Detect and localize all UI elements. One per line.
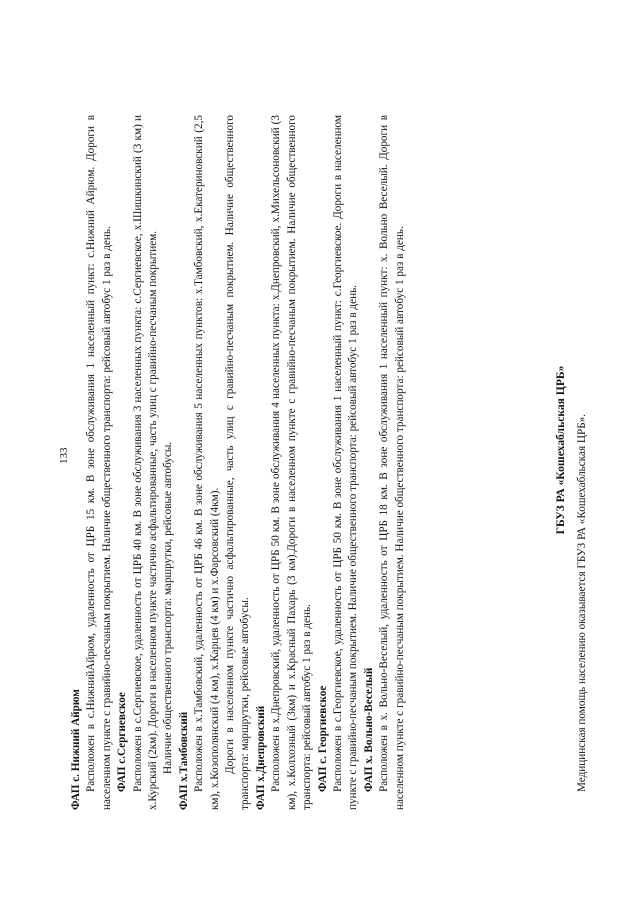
section-text: Медицинская помощь населению оказывается ГБУЗ РА «Кошехабльская ЦРБ».	[576, 413, 588, 792]
facility-heading: ФАП с. Георгиевское	[316, 685, 329, 792]
facility-paragraph: Расположен в х. Вольно-Веселый, удаленность от ЦРБ 18 км. В зоне обслуживания 1 населенный пункт: х. Вольно Веселый. Дороги в населенном пункте с гравийно-песчаным покрытием. Наличие общественного транспорта: рейсовый автобус 1 раз в день.	[378, 115, 406, 810]
facility-heading: ФАП с. Нижний Айрюм	[70, 689, 82, 810]
facility-heading: ФАП х.Тамбовский	[177, 711, 190, 810]
facility-paragraph: Наличие общественного транспорта: маршрутки, рейсовые автобусы.	[162, 441, 175, 774]
facility-heading: ФАП х.Днепровский	[254, 705, 267, 810]
facility-paragraph: Расположен в с.Георгиевское, удаленность от ЦРБ 50 км. В зоне обслуживания 1 населенный пункт: с.Георгиевское. Дороги в населенном пункте с гравийно-песчаным покрытием. Наличие общественного транспорта: рейсовый автобус 1 раз в день.	[331, 115, 360, 810]
facility-heading: ФАП х. Вольно-Веселый	[362, 667, 375, 792]
facility-paragraph: Расположен в х.Днепровский, удаленность от ЦРБ 50 км. В зоне обслуживания 4 населенных пункта: х.Днепровский, х.Михельсоновский (3 км), х.Колхозный (3км) и х.Красный Пахарь (3 км).Дороги в населенном пункте с гравийно-песчаным покрытием. Наличие общественного транспорта: рейсовый автобус 1 раз в день.	[270, 115, 314, 810]
main-text-block	[69, 115, 408, 810]
facility-paragraph: Расположен в х.Тамбовский, удаленность от ЦРБ 46 км. В зоне обслуживания 5 населенных пунктов: х.Тамбовский, х.Екатериновский (2,5 км), х.Козополянский (4 км), х.Карцев (4 км) и х.Фарсовский (4км).	[193, 115, 221, 810]
section-title: ГБУЗ РА «Кошехабльская ЦРБ»	[554, 365, 567, 535]
page-number: 133	[58, 447, 70, 464]
facility-paragraph: Дороги в населенном пункте частично асфальтированные, часть улиц с гравийно-песчаным покрытием. Наличие общественного транспорта: маршрутки, рейсовые автобусы.	[224, 115, 252, 810]
facility-heading: ФАП с.Сергиевское	[116, 692, 129, 792]
facility-paragraph: Расположен в с.НижнийАйрюм, удаленность от ЦРБ 15 км. В зоне обслуживания 1 населенный пункт: с.Нижний Айрюм. Дороги в населенном пункте с гравийно-песчаным покрытием. Наличие общественного транспорта: рейсовый автобус 1 раз в день.	[85, 115, 113, 810]
facility-paragraph: Расположен в с.Сергиевское, удаленность от ЦРБ 40 км. В зоне обслуживания 3 населенных пункта: с.Сергиевское, х.Шишкинский (3 км) и х.Курский (2км). Дороги в населенном пункте частично асфальтированные, часть улиц с гравийно-песчаным покрытием.	[131, 115, 160, 810]
